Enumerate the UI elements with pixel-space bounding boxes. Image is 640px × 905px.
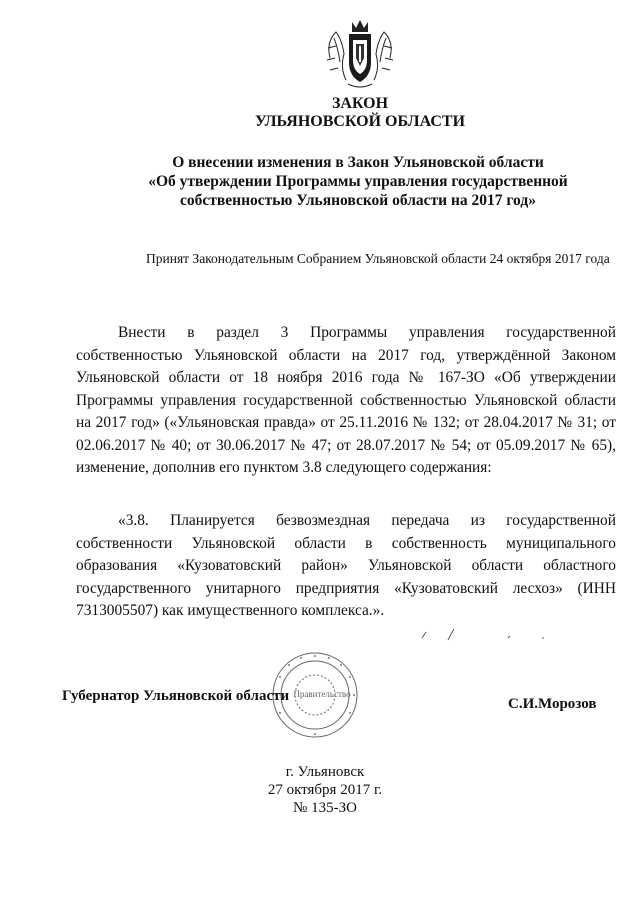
region-title: УЛЬЯНОВСКОЙ ОБЛАСТИ (254, 113, 466, 130)
handwritten-mark (418, 626, 568, 642)
coat-of-arms-emblem (322, 18, 398, 90)
signatory-title: Губернатор Ульяновской области (62, 688, 290, 704)
law-subject-line2: «Об утверждении Программы управления государственной (148, 173, 568, 190)
body-paragraph-1: Внести в раздел 3 Программы управления государственной собственностью Ульяновской области на 2017 год, утверждённой Законом Ульяновской области от 18 ноября 2016 года № 167-ЗО «Об утверждении Программы управления государственной собственностью Ульяновской области на 2017 год» («Ульяновская правда» от 25.11.2016 № 132; от 28.04.2017 № 31; от 02.06.2017 № 40; от 30.06.2017 № 47; от 28.07.2017 № 54; от 05.09.2017 № 65), изменение, дополнив его пунктом 3.8 следующего содержания: (76, 324, 616, 476)
seal-text: Правительство (293, 689, 351, 699)
city-line: г. Ульяновск (285, 764, 365, 780)
adoption-note: Принят Законодательным Собранием Ульяновской области 24 октября 2017 года (146, 251, 610, 266)
law-subject-line3: собственностью Ульяновской области на 2017 год» (180, 192, 536, 209)
law-subject-line1: О внесении изменения в Закон Ульяновской области (172, 154, 544, 171)
date-line: 27 октября 2017 г. (267, 782, 383, 798)
law-number-line: № 135-ЗО (293, 800, 357, 816)
document-type-title: ЗАКОН (331, 95, 389, 112)
body-paragraph-2: «3.8. Планируется безвозмездная передача из государственной собственности Ульяновской области в собственность муниципального образования «Кузоватовский район» Ульяновской области областного государственного унитарного предприятия «Кузоватовский лесхоз» (ИНН 7313005507) как имущественного комплекса.». (76, 512, 616, 619)
signatory-name: С.И.Морозов (508, 696, 597, 712)
